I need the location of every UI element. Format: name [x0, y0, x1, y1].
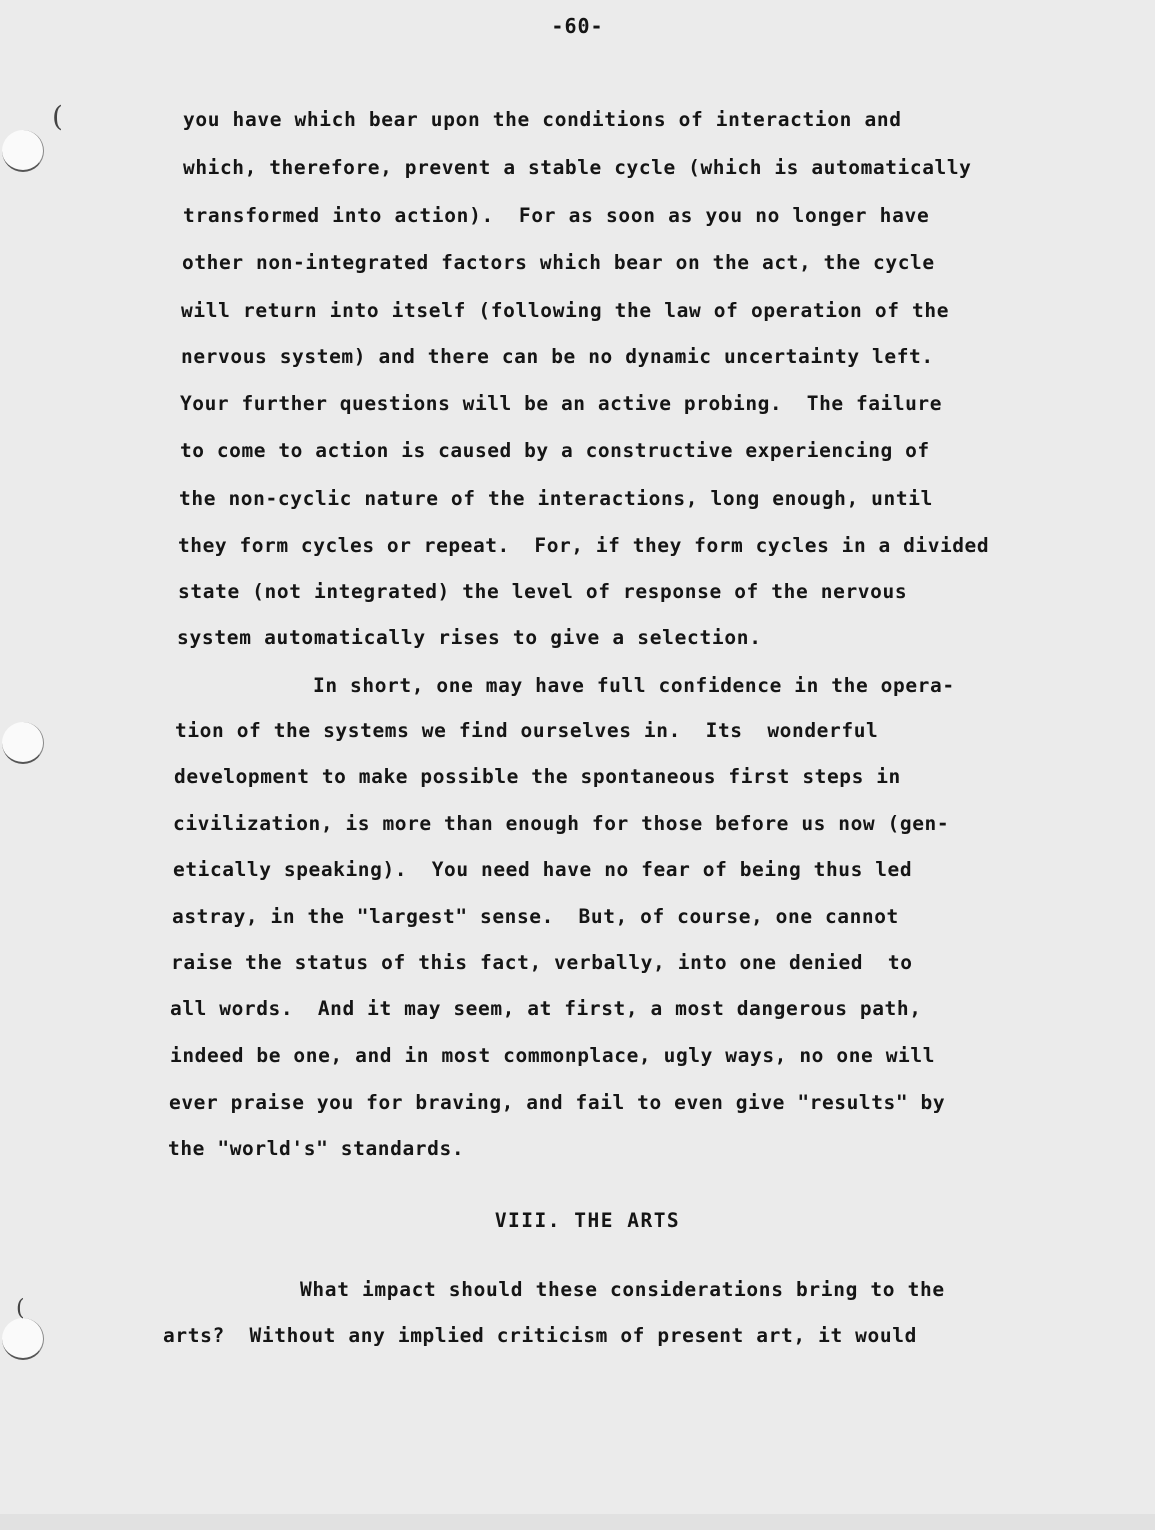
- text-line: state (not integrated) the level of response of the nervous: [178, 580, 908, 603]
- scan-edge: [0, 1514, 1155, 1530]
- text-line: to come to action is caused by a constructive experiencing of: [180, 439, 930, 462]
- text-line: development to make possible the spontaneous first steps in: [174, 765, 901, 788]
- punch-hole-bottom: [2, 1318, 44, 1360]
- section-heading: VIII. THE ARTS: [494, 1209, 681, 1232]
- text-line: they form cycles or repeat. For, if they form cycles in a divided: [178, 534, 990, 557]
- text-line: civilization, is more than enough for those before us now (gen-: [173, 812, 950, 835]
- text-line: all words. And it may seem, at first, a most dangerous path,: [170, 997, 922, 1020]
- text-line: other non-integrated factors which bear on the act, the cycle: [182, 251, 935, 274]
- text-line: Your further questions will be an active probing. The failure: [180, 392, 942, 415]
- text-line: arts? Without any implied criticism of present art, it would: [163, 1324, 917, 1347]
- scan-mark: (: [52, 100, 64, 133]
- punch-hole-top: [2, 130, 44, 172]
- text-line: will return into itself (following the law of operation of the: [181, 299, 950, 322]
- scan-mark: (: [16, 1296, 26, 1321]
- text-line: transformed into action). For as soon as you no longer have: [183, 204, 930, 227]
- text-line: indeed be one, and in most commonplace, ugly ways, no one will: [170, 1044, 936, 1067]
- text-line: etically speaking). You need have no fear of being thus led: [173, 858, 913, 881]
- paragraph-start-line: In short, one may have full confidence in the opera-: [313, 674, 955, 697]
- text-line: you have which bear upon the conditions of interaction and: [183, 108, 902, 131]
- text-line: ever praise you for braving, and fail to even give "results" by: [169, 1091, 946, 1114]
- text-line: system automatically rises to give a selection.: [177, 626, 762, 649]
- punch-hole-middle: [2, 722, 44, 764]
- page-number: -60-: [551, 14, 604, 38]
- paragraph-start-line: What impact should these considerations bring to the: [300, 1278, 945, 1301]
- text-line: raise the status of this fact, verbally, into one denied to: [171, 951, 913, 974]
- text-line: nervous system) and there can be no dynamic uncertainty left.: [181, 345, 934, 368]
- text-line: which, therefore, prevent a stable cycle (which is automatically: [183, 156, 972, 179]
- text-line: tion of the systems we find ourselves in. Its wonderful: [175, 719, 879, 742]
- text-line: astray, in the "largest" sense. But, of course, one cannot: [172, 905, 899, 928]
- text-line: the non-cyclic nature of the interactions, long enough, until: [179, 487, 933, 510]
- text-line: the "world's" standards.: [168, 1137, 465, 1160]
